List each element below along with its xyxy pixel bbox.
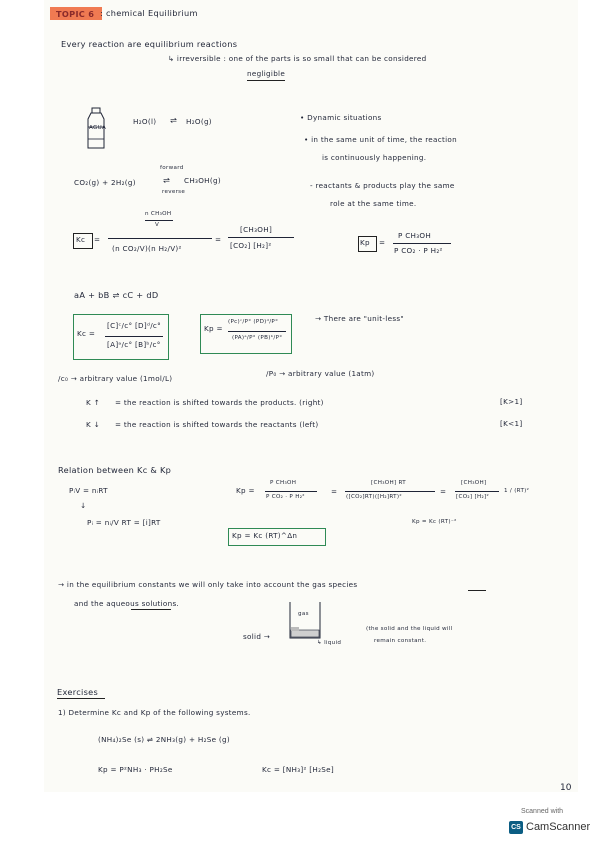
kc-equals: = [215,235,222,244]
water-eq-right: H₂O(g) [186,117,212,126]
kc-rhs-fraction-bar [228,237,294,238]
relation-mid-num: [CH₃OH] RT [371,480,407,486]
shift-k-greater: [K>1] [500,397,523,406]
bullet-continuous: is continuously happening. [322,153,427,162]
bullet-role: - reactants & products play the same [310,181,455,190]
negligible-text: negligible [247,69,286,78]
forward-label: forward [160,165,184,171]
reaction-right: CH₃OH(g) [184,176,221,185]
solid-label: solid → [243,632,271,641]
relation-rhs-den: [CO₂] [H₂]² [456,494,490,500]
shift-k-less: [K<1] [500,419,523,428]
relation-factor: 1 / (RT)² [504,488,530,494]
ideal-gas-law: PᵢV = nᵢRT [69,486,108,495]
bottle-label: AGUA [89,125,107,131]
gas-species-note: → in the equilibrium constants we will only take into account the gas species [58,580,358,589]
kp-denominator: P CO₂ · P H₂² [394,246,443,255]
shift-products-text: = the reaction is shifted towards the products. (right) [115,398,324,407]
kc-rhs-denominator: [CO₂] [H₂]² [230,241,272,250]
kc-num-bottom: V [155,222,160,228]
kc-label: Kc [76,235,86,244]
liquid-label: ↳ liquid [317,640,342,646]
general-equation: aA + bB ⇌ cC + dD [74,290,159,300]
partial-pressure-expr: Pᵢ = nᵢ/V RT = [i]RT [87,518,161,527]
camscanner-brand: CamScanner [526,821,591,833]
kp-fraction-bar [393,243,451,244]
negligible-underline [247,80,285,81]
relation-kp-num: P CH₃OH [270,480,297,486]
kc-denominator: (n CO₂/V)(n H₂/V)² [112,244,182,253]
relation-kp-den: P CO₂ · P H₂² [266,494,305,500]
kp-kc-result: Kp = Kc (RT)⁻² [412,519,457,525]
equilibrium-arrow-icon: ⇌ [170,115,178,125]
bullet-role-cont: role at the same time. [330,199,417,208]
bullet-same-time: • in the same unit of time, the reaction [304,135,457,144]
relation-kp-bar [265,491,317,492]
exercise-reaction: (NH₄)₂Se (s) ⇌ 2NH₃(g) + H₂Se (g) [98,735,230,744]
kp-kc-relation: Kp = Kc (RT)^Δn [232,531,298,540]
kc-rhs-numerator: [CH₃OH] [240,225,273,234]
p0-definition: /P₀ → arbitrary value (1atm) [266,369,375,378]
reaction-arrow-icon: ⇌ [163,175,171,185]
exercise-kc: Kc = [NH₃]² [H₂Se] [262,765,334,774]
intro-line: Every reaction are equilibrium reactions [61,39,238,49]
remark-line2: remain constant. [374,638,427,644]
c0-definition: /c₀ → arbitrary value (1mol/L) [58,374,173,383]
exercises-underline [57,698,105,699]
reaction-left: CO₂(g) + 2H₂(g) [74,178,136,187]
kp-general-den: (PA)ᵃ/P° (PB)ᵇ/P° [232,335,283,341]
irreversible-line: ↳ irreversible : one of the parts is so small that can be considered [168,54,427,63]
gas-label: gas [298,611,309,617]
aqueous-note: and the aqueous solutions. [74,599,180,608]
shift-k-up: K ↑ [86,398,100,407]
shift-k-down: K ↓ [86,420,100,429]
bullet-dynamic: • Dynamic situations [300,113,382,122]
reverse-label: reverse [162,189,186,195]
page-title: : chemical Equilibrium [100,8,198,18]
kc-general-bar [105,336,163,337]
camscanner-watermark [507,804,591,840]
aqueous-underline [131,609,171,610]
relation-mid-bar [345,491,435,492]
kp-numerator: P CH₃OH [398,231,432,240]
relation-rhs-num: [CH₃OH] [461,480,487,486]
kc-mini-fraction [145,220,173,221]
water-eq-left: H₂O(l) [133,117,157,126]
exercise-question: 1) Determine Kc and Kp of the following systems. [58,708,251,717]
container-sketch-icon [288,600,322,640]
kc-general-num: [C]ᶜ/c° [D]ᵈ/c° [107,321,162,330]
kc-fraction-bar [108,238,212,239]
topic-tag: TOPIC 6 [56,9,95,19]
kc-general-den: [A]ᵃ/c° [B]ᵇ/c° [107,340,161,349]
exercises-title: Exercises [57,687,99,697]
shift-reactants-text: = the reaction is shifted towards the reactants (left) [115,420,319,429]
unitless-note: → There are "unit-less" [315,314,405,323]
remark-line1: (the solid and the liquid will [366,626,453,632]
page-number: 10 [560,783,572,793]
camscanner-logo-icon: CS [509,821,523,834]
kp-label: Kp [360,238,370,247]
exercise-kp: Kp = P²NH₃ · PH₂Se [98,765,173,774]
kp-general-num: (Pc)ᶜ/P° (PD)ᵈ/P° [228,319,279,325]
down-arrow-icon: ↓ [80,501,87,510]
scanned-with-text: Scanned with [521,808,564,815]
relation-rhs-bar [455,491,499,492]
gas-underline [468,590,486,591]
relation-mid-den: ([CO₂]RT)([H₂]RT)² [346,494,402,500]
kp-general-bar [228,331,286,332]
kc-num-top: n CH₃OH [145,211,172,217]
relation-title: Relation between Kc & Kp [58,465,172,475]
